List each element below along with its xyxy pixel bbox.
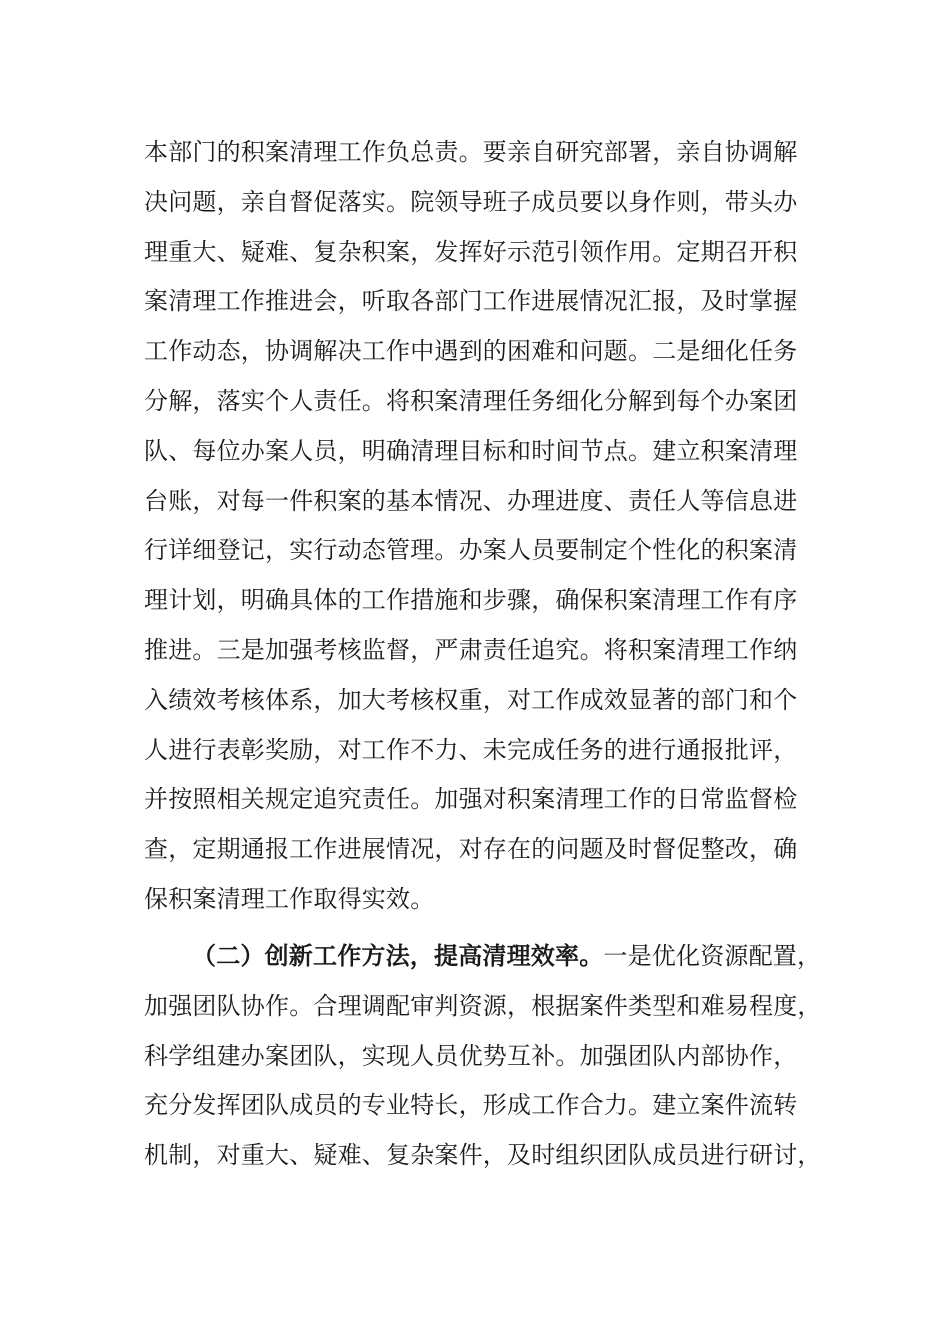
text-line: 决问题，亲自督促落实。院领导班子成员要以身作则，带头办	[144, 187, 798, 216]
section-heading: （二）创新工作方法，提高清理效率。	[192, 942, 604, 970]
text-line: 充分发挥团队成员的专业特长，形成工作合力。建立案件流转	[144, 1091, 798, 1120]
text-line: 保积案清理工作取得实效。	[144, 884, 435, 913]
text-line: 并按照相关规定追究责任。加强对积案清理工作的日常监督检	[144, 785, 798, 814]
text-line: 行详细登记，实行动态管理。办案人员要制定个性化的积案清	[144, 536, 798, 565]
text-line: 理计划，明确具体的工作措施和步骤，确保积案清理工作有序	[144, 586, 798, 615]
text-line: 工作动态，协调解决工作中遇到的困难和问题。二是细化任务	[144, 337, 798, 366]
text-line: 人进行表彰奖励，对工作不力、未完成任务的进行通报批评，	[144, 735, 798, 764]
text-line: 本部门的积案清理工作负总责。要亲自研究部署，亲自协调解	[144, 138, 798, 166]
paragraph-responsibility	[144, 128, 834, 925]
text-line: 理重大、疑难、复杂积案，发挥好示范引领作用。定期召开积	[144, 237, 798, 266]
text-line: 台账，对每一件积案的基本情况、办理进度、责任人等信息进	[144, 486, 798, 515]
text-line: 入绩效考核体系，加大考核权重，对工作成效显著的部门和个	[144, 685, 798, 714]
heading-continuation: 一是优化资源配置，	[603, 942, 822, 970]
text-line: 案清理工作推进会，听取各部门工作进展情况汇报，及时掌握	[144, 287, 798, 316]
text-line: 机制，对重大、疑难、复杂案件，及时组织团队成员进行研讨，	[144, 1141, 822, 1170]
text-line: 加强团队协作。合理调配审判资源，根据案件类型和难易程度，	[144, 991, 822, 1020]
text-line: 推进。三是加强考核监督，严肃责任追究。将积案清理工作纳	[144, 635, 798, 664]
paragraph-innovation	[144, 932, 834, 1181]
text-line: 查，定期通报工作进展情况，对存在的问题及时督促整改，确	[144, 835, 798, 864]
text-line: 分解，落实个人责任。将积案清理任务细化分解到每个办案团	[144, 386, 798, 415]
text-line-first	[144, 932, 834, 982]
text-line: 队、每位办案人员，明确清理目标和时间节点。建立积案清理	[144, 436, 798, 465]
text-line: 科学组建办案团队，实现人员优势互补。加强团队内部协作，	[144, 1041, 798, 1070]
